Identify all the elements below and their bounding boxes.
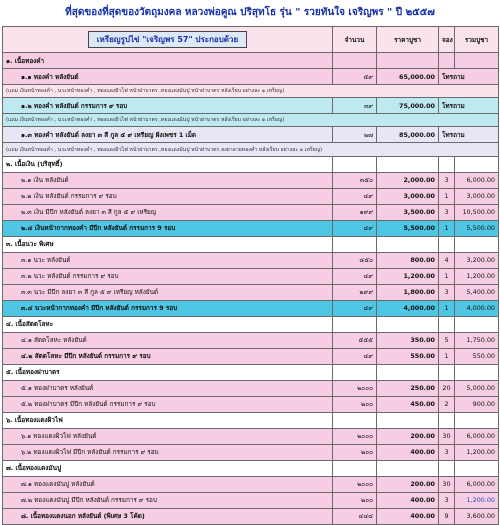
- reserve-cell: [439, 364, 455, 380]
- section-row: [3, 412, 499, 428]
- bonus-note-row: [3, 114, 499, 127]
- item-reserve: 3: [439, 492, 455, 508]
- item-total: 5,400.00: [455, 284, 499, 300]
- bonus-note-row: [3, 85, 499, 98]
- bonus-note: (แถม เงินหน้าทองคำ , นวะหน้าทองคำ , ทองแดงผิวไฟ หน้าฝาบาตร ,ทองแดงมันปู หน้าฝาบาตร หลังเรียบ อย่างละ ๑ เหรียญ): [3, 85, 499, 98]
- table-row: [3, 348, 499, 364]
- item-name: ๒.๑ เงิน หลังยันต์: [3, 172, 333, 188]
- item-total: 10,500.00: [455, 204, 499, 220]
- item-qty: ๕๙: [333, 69, 377, 85]
- item-reserve: โทรถาม: [439, 69, 499, 85]
- item-total: 1,200.00: [455, 492, 499, 508]
- section-row: [3, 156, 499, 172]
- item-reserve: 30: [439, 476, 455, 492]
- qty-cell: [333, 156, 377, 172]
- item-price: 400.00: [377, 444, 439, 460]
- item-qty: ๒๐๐๐: [333, 476, 377, 492]
- item-qty: ๒๐๐๐: [333, 428, 377, 444]
- total-cell: [455, 460, 499, 476]
- header-qty: จำนวน: [333, 27, 377, 53]
- table-row: [3, 428, 499, 444]
- item-name: ๑.๓ ทองคำ หลังยันต์ ลงยา ๓ สี กูล ๕ ๙ เหรียญ ฝังเพชร 1 เม็ด: [3, 127, 333, 143]
- item-total: 6,000.00: [455, 428, 499, 444]
- item-total: 3,600.00: [455, 508, 499, 524]
- table-header-row: [3, 27, 499, 53]
- item-reserve: 1: [439, 348, 455, 364]
- item-price: 4,000.00: [377, 300, 439, 316]
- page-title: ที่สุดของที่สุดของวัตถุมงคล หลวงพ่อคูณ ปริสุทโธ รุ่น " รวยทันใจ เจริญพร " ปี ๒๕๕๗: [65, 7, 435, 18]
- item-qty: ๒๙๙: [333, 284, 377, 300]
- total-cell: [455, 316, 499, 332]
- section-title: ๗. เนื้อทองแดงมันปู: [3, 460, 333, 476]
- item-reserve: 20: [439, 380, 455, 396]
- qty-cell: [333, 364, 377, 380]
- table-row: [3, 492, 499, 508]
- item-qty: ๑๙๙: [333, 204, 377, 220]
- table-row: [3, 188, 499, 204]
- qty-cell: [333, 236, 377, 252]
- item-qty: ๒๗: [333, 127, 377, 143]
- item-price: 5,500.00: [377, 220, 439, 236]
- item-name: ๖.๑ ทองแดงผิวไฟ หลังยันต์: [3, 428, 333, 444]
- table-row: [3, 508, 499, 524]
- item-price: 800.00: [377, 252, 439, 268]
- section-title: ๔. เนื้อสัตตโลหะ: [3, 316, 333, 332]
- item-qty: ๒๐๐๐: [333, 380, 377, 396]
- table-row: [3, 69, 499, 85]
- bonus-note: (แถม เงินหน้าทองคำ , นวะหน้าทองคำ , ทองแดงผิวไฟ หน้าฝาบาตร ,ทองแดงมันปู หน้าฝาบาตร หลังเรียบ อย่างละ ๑ เหรียญ): [3, 114, 499, 127]
- section-title: ๑. เนื้อทองคำ: [3, 53, 333, 69]
- item-qty: ๔๕๐: [333, 252, 377, 268]
- header-price: ราคาบูชา: [377, 27, 439, 53]
- item-qty: ๔๙: [333, 188, 377, 204]
- price-cell: [377, 236, 439, 252]
- item-name: ๕.๑ ทองฝาบาตร หลังยันต์: [3, 380, 333, 396]
- item-total: 3,000.00: [455, 188, 499, 204]
- item-reserve: 1: [439, 188, 455, 204]
- section-title: ๖. เนื้อทองแดงผิวไฟ: [3, 412, 333, 428]
- item-total: 4,000.00: [455, 300, 499, 316]
- item-price: 450.00: [377, 396, 439, 412]
- section-title: ๕. เนื้อทองฝาบาตร: [3, 364, 333, 380]
- item-total: 550.00: [455, 348, 499, 364]
- item-price: 200.00: [377, 476, 439, 492]
- item-name: ๗.๒ ทองแดงมันปู มีปีก หลังยันต์ กรรมการ ๙ รอบ: [3, 492, 333, 508]
- total-cell: [455, 53, 499, 69]
- header-reserve: จอง: [439, 27, 455, 53]
- item-name: ๓.๑ นวะ หลังยันต์: [3, 252, 333, 268]
- table-row: [3, 127, 499, 143]
- item-total: 5,500.00: [455, 220, 499, 236]
- item-qty: ๕๕๕: [333, 332, 377, 348]
- table-row: [3, 444, 499, 460]
- price-cell: [377, 412, 439, 428]
- item-price: 200.00: [377, 428, 439, 444]
- item-name: ๔.๒ สัตตโลหะ มีปีก หลังยันต์ กรรมการ ๙ รอบ: [3, 348, 333, 364]
- item-name: ๒.๒ เงิน หลังยันต์ กรรมการ ๙ รอบ: [3, 188, 333, 204]
- item-price: 400.00: [377, 492, 439, 508]
- item-qty: ๔๙: [333, 348, 377, 364]
- item-price: 1,800.00: [377, 284, 439, 300]
- price-table: [2, 26, 499, 525]
- item-name: ๒.๔ เงินหน้ากากทองคำ มีปีก หลังยันต์ กรรมการ 9 รอบ: [3, 220, 333, 236]
- item-reserve: 3: [439, 204, 455, 220]
- table-row: [3, 284, 499, 300]
- table-row: [3, 220, 499, 236]
- item-price: 250.00: [377, 380, 439, 396]
- reserve-cell: [439, 156, 455, 172]
- headline-cell: [3, 27, 333, 53]
- item-total: 6,000.00: [455, 476, 499, 492]
- total-cell: [455, 236, 499, 252]
- total-cell: [455, 364, 499, 380]
- item-name: ๘. เนื้อทองแดงนอก หลังยันต์ (พิเศษ 3 โค้ด): [3, 508, 333, 524]
- item-price: 1,200.00: [377, 268, 439, 284]
- item-name: ๖.๒ ทองแดงผิวไฟ มีปีก หลังยันต์ กรรมการ ๙ รอบ: [3, 444, 333, 460]
- item-reserve: 3: [439, 444, 455, 460]
- item-reserve: 1: [439, 268, 455, 284]
- item-qty: ๓๕๐: [333, 172, 377, 188]
- item-name: ๑.๒ ทองคำ หลังยันต์ กรรมการ ๙ รอบ: [3, 98, 333, 114]
- item-price: 400.00: [377, 508, 439, 524]
- headline: เหรียญรูปไข่ "เจริญพร 57" ประกอบด้วย: [88, 31, 247, 48]
- table-row: [3, 396, 499, 412]
- reserve-cell: [439, 316, 455, 332]
- section-row: [3, 316, 499, 332]
- item-price: 350.00: [377, 332, 439, 348]
- item-price: 3,000.00: [377, 188, 439, 204]
- item-reserve: 9: [439, 508, 455, 524]
- item-price: 2,000.00: [377, 172, 439, 188]
- item-qty: ๔๔๔: [333, 508, 377, 524]
- total-cell: [455, 156, 499, 172]
- table-row: [3, 98, 499, 114]
- item-total: 6,000.00: [455, 172, 499, 188]
- item-total: 1,200.00: [455, 444, 499, 460]
- section-row: [3, 364, 499, 380]
- item-reserve: 5: [439, 332, 455, 348]
- item-name: ๓.๓ นวะ มีปีก ลงยา ๓ สี กูล ๕ ๙ เหรียญ หลังยันต์: [3, 284, 333, 300]
- item-reserve: 3: [439, 172, 455, 188]
- reserve-cell: [439, 53, 455, 69]
- item-qty: ๔๙: [333, 220, 377, 236]
- item-qty: ๒๐๐: [333, 492, 377, 508]
- item-reserve: 3: [439, 284, 455, 300]
- table-row: [3, 476, 499, 492]
- bonus-note: (แถม เงินหน้าทองคำ , นวะหน้าทองคำ , ทองแดงผิวไฟ หน้าฝาบาตร ,ทองแดงมันปู หน้าฝาบาตร ลงยาลายทองคำ หลังเรียบ อย่างละ ๑ เหรียญ): [3, 143, 499, 156]
- section-title: ๒. เนื้อเงิน (บริสุทธิ์): [3, 156, 333, 172]
- item-name: ๒.๓ เงิน มีปีก หลังยันต์ ลงยา ๓ สี กูล ๕ ๙ เหรียญ: [3, 204, 333, 220]
- item-qty: ๔๙: [333, 268, 377, 284]
- bonus-note-row: [3, 143, 499, 156]
- item-total: 1,750.00: [455, 332, 499, 348]
- item-qty: ๒๐๐: [333, 396, 377, 412]
- item-name: ๕.๒ ทองฝาบาตร มีปีก หลังยันต์ กรรมการ ๙ รอบ: [3, 396, 333, 412]
- item-price: 65,000.00: [377, 69, 439, 85]
- reserve-cell: [439, 236, 455, 252]
- table-row: [3, 300, 499, 316]
- reserve-cell: [439, 460, 455, 476]
- price-cell: [377, 364, 439, 380]
- table-row: [3, 380, 499, 396]
- item-total: 900.00: [455, 396, 499, 412]
- item-qty: ๔๙: [333, 300, 377, 316]
- qty-cell: [333, 412, 377, 428]
- section-row: [3, 460, 499, 476]
- item-reserve: 1: [439, 300, 455, 316]
- item-total: 3,200.00: [455, 252, 499, 268]
- item-reserve: 1: [439, 220, 455, 236]
- section-row: [3, 236, 499, 252]
- item-reserve: โทรถาม: [439, 98, 499, 114]
- item-name: ๓.๒ นวะ หลังยันต์ กรรมการ ๙ รอบ: [3, 268, 333, 284]
- table-row: [3, 204, 499, 220]
- price-cell: [377, 53, 439, 69]
- item-reserve: 2: [439, 396, 455, 412]
- table-row: [3, 252, 499, 268]
- qty-cell: [333, 53, 377, 69]
- total-cell: [455, 412, 499, 428]
- qty-cell: [333, 460, 377, 476]
- price-cell: [377, 460, 439, 476]
- qty-cell: [333, 316, 377, 332]
- item-reserve: โทรถาม: [439, 127, 499, 143]
- item-qty: ๓๙: [333, 98, 377, 114]
- section-title: ๓. เนื้อนวะ พิเศษ: [3, 236, 333, 252]
- table-row: [3, 268, 499, 284]
- item-reserve: 30: [439, 428, 455, 444]
- item-total: 5,000.00: [455, 380, 499, 396]
- item-name: ๑.๑ ทองคำ หลังยันต์: [3, 69, 333, 85]
- item-total: 1,200.00: [455, 268, 499, 284]
- item-reserve: 4: [439, 252, 455, 268]
- table-row: [3, 172, 499, 188]
- price-cell: [377, 316, 439, 332]
- item-price: 550.00: [377, 348, 439, 364]
- header-total: รวมบูชา: [455, 27, 499, 53]
- table-row: [3, 332, 499, 348]
- item-qty: ๒๐๐: [333, 444, 377, 460]
- price-cell: [377, 156, 439, 172]
- item-name: ๓.๔ นวะหน้ากากทองคำ มีปีก หลังยันต์ กรรมการ 9 รอบ: [3, 300, 333, 316]
- item-price: 3,500.00: [377, 204, 439, 220]
- item-price: 75,000.00: [377, 98, 439, 114]
- section-row: [3, 53, 499, 69]
- item-name: ๗.๑ ทองแดงมันปู หลังยันต์: [3, 476, 333, 492]
- item-name: ๔.๑ สัตตโลหะ หลังยันต์: [3, 332, 333, 348]
- reserve-cell: [439, 412, 455, 428]
- item-price: 85,000.00: [377, 127, 439, 143]
